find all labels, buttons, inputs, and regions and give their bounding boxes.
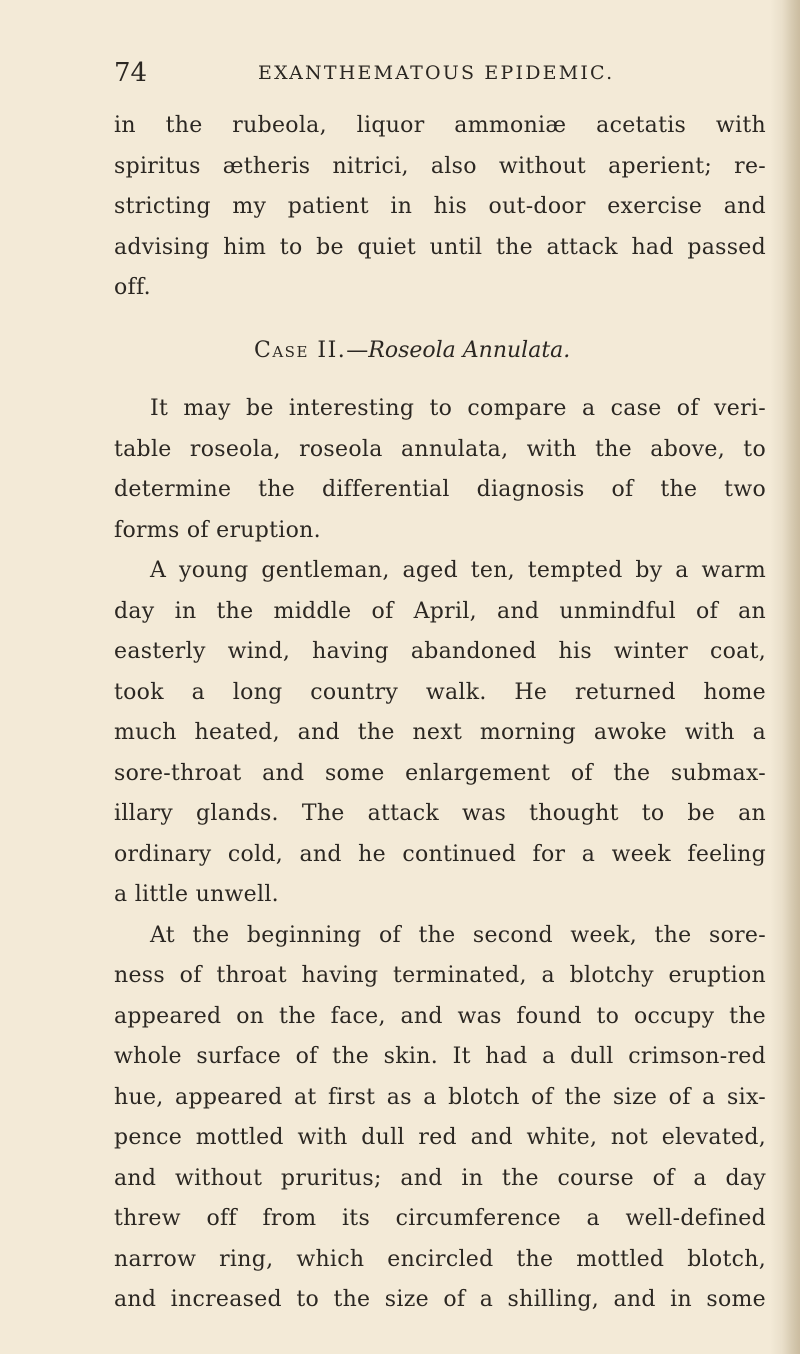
text-line: day in the middle of April, and unmindful of an (114, 598, 766, 624)
text-line: spiritus ætheris nitrici, also without aperient; re- (114, 153, 766, 179)
text-line: took a long country walk. He returned home (114, 679, 766, 705)
text-line: At the beginning of the second week, the sore- (150, 922, 766, 948)
text-line: A young gentleman, aged ten, tempted by a warm (150, 558, 766, 583)
page-number: 74 (114, 58, 148, 88)
text-line: a little unwell. (114, 882, 279, 907)
text-line: off. (114, 275, 151, 300)
text-line: It may be interesting to compare a case of veri- (150, 396, 766, 421)
text-line: stricting my patient in his out-door exercise and (114, 194, 766, 219)
running-head: EXANTHEMATOUS EPIDEMIC. (258, 62, 615, 84)
text-line: threw off from its circumference a well-defined (114, 1206, 766, 1231)
case-heading (114, 331, 800, 372)
case-title: Roseola Annulata. (368, 337, 571, 363)
text-line: narrow ring, which encircled the mottled blotch, (114, 1246, 766, 1272)
case-label: Case II. (254, 337, 347, 363)
text-line: table roseola, roseola annulata, with the above, to (114, 436, 766, 462)
text-line: hue, appeared at first as a blotch of the size of a six- (114, 1084, 766, 1110)
text-line: and increased to the size of a shilling, and in some (114, 1287, 766, 1312)
text-line: much heated, and the next morning awoke with a (114, 720, 766, 745)
text-line: ness of throat having terminated, a blotchy eruption (114, 963, 766, 988)
text-line: appeared on the face, and was found to occupy the (114, 1003, 766, 1029)
text-line: whole surface of the skin. It had a dull crimson-red (114, 1044, 766, 1069)
body-text (114, 106, 800, 1321)
text-line: advising him to be quiet until the attack had passed (114, 234, 766, 260)
text-line: forms of eruption. (114, 517, 321, 543)
case-dash: — (346, 337, 369, 363)
text-line: determine the differential diagnosis of the two (114, 477, 766, 502)
text-line: sore-throat and some enlargement of the submax- (114, 760, 766, 786)
text-line: easterly wind, having abandoned his winter coat, (114, 639, 766, 664)
text-line: illary glands. The attack was thought to be an (114, 801, 766, 826)
page-header (112, 50, 712, 90)
text-line: pence mottled with dull red and white, not elevated, (114, 1125, 766, 1150)
text-line: in the rubeola, liquor ammoniæ acetatis with (114, 113, 766, 138)
text-line: and without pruritus; and in the course of a day (114, 1165, 766, 1191)
text-line: ordinary cold, and he continued for a week feeling (114, 841, 766, 867)
